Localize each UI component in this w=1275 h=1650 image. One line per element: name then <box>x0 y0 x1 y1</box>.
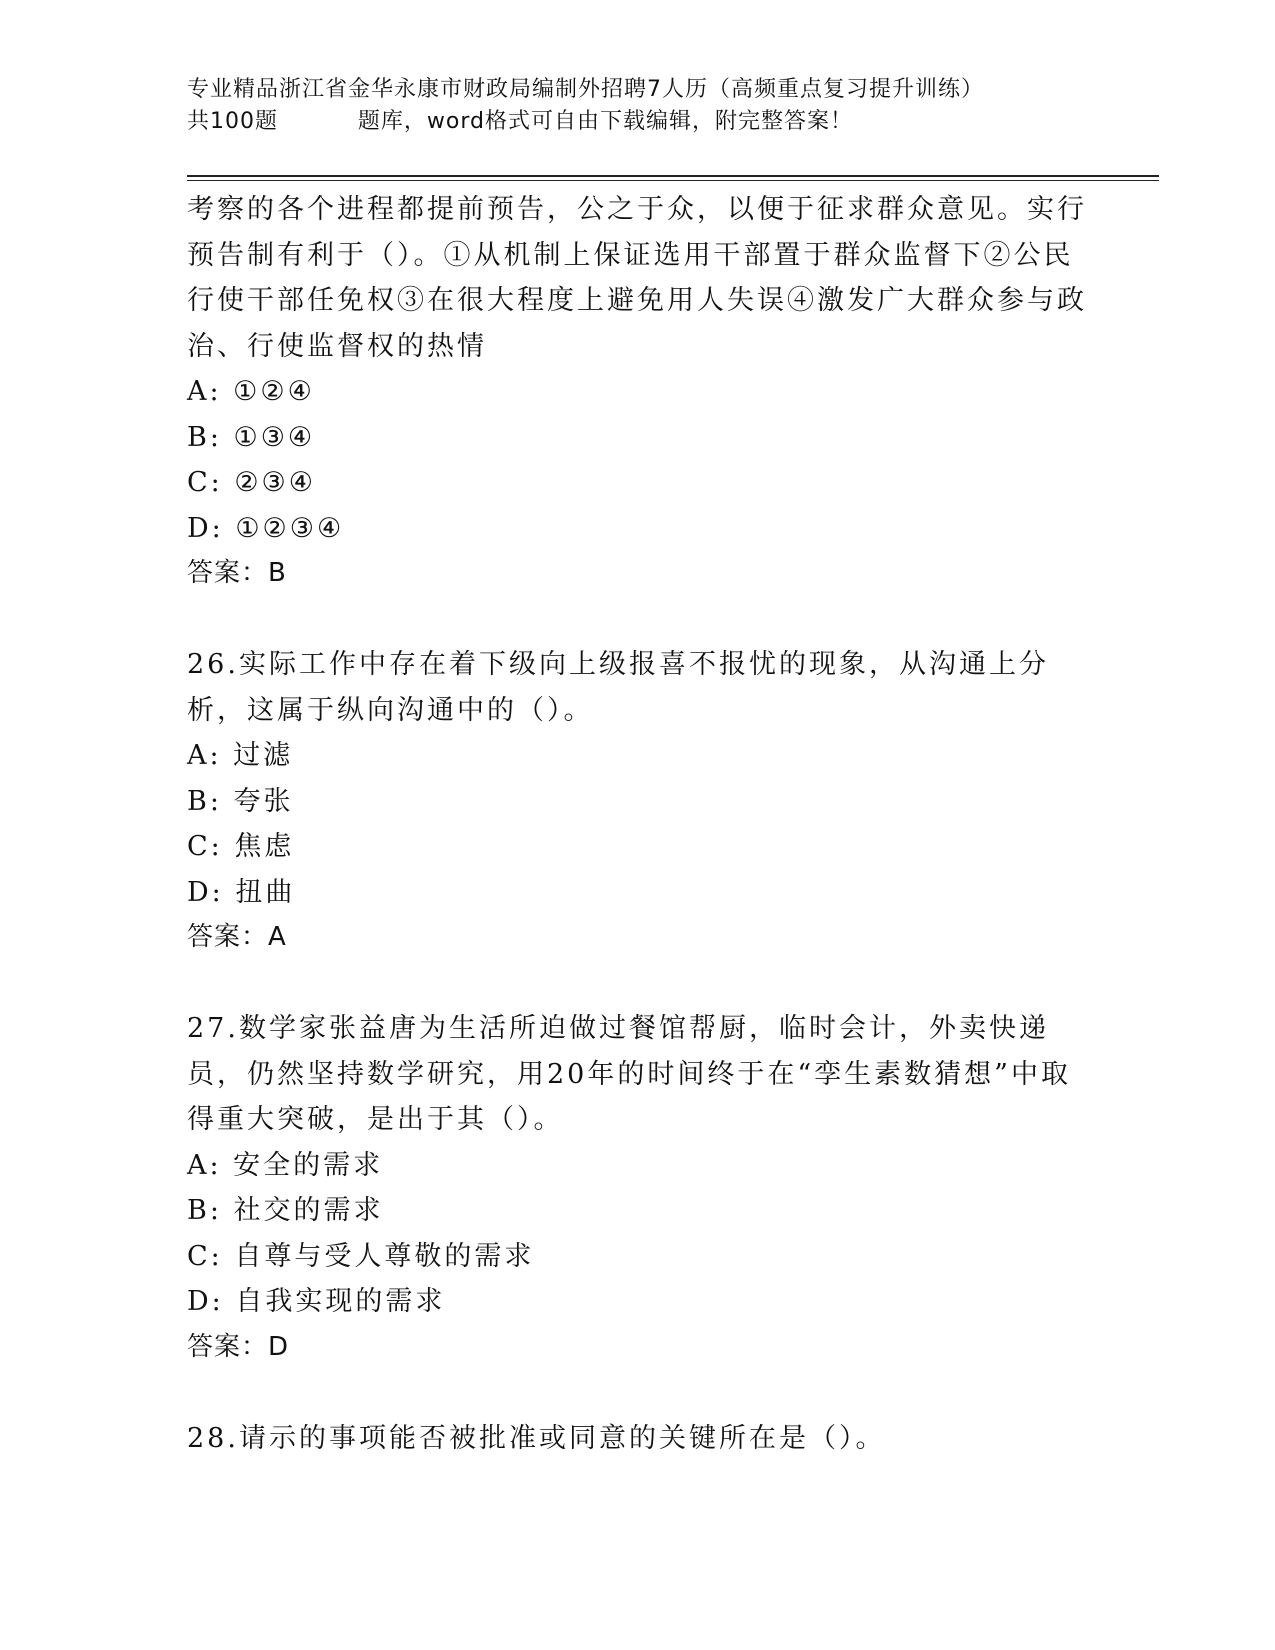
question-28-text: 28.请示的事项能否被批准或同意的关键所在是（）。 <box>187 1422 886 1454</box>
question-content <box>187 187 1087 1461</box>
question-27-option-a: A: 安全的需求 <box>187 1149 384 1181</box>
question-26-text: 26.实际工作中存在着下级向上级报喜不报忧的现象，从沟通上分析，这属于纵向沟通中的（）。 <box>187 649 1049 726</box>
question-27 <box>187 1006 1087 1370</box>
spacer <box>187 597 1087 643</box>
question-26 <box>187 642 1087 961</box>
question-27-option-b: B: 社交的需求 <box>187 1195 384 1226</box>
spacer <box>187 961 1087 1007</box>
question-25-option-d: D: ①②③④ <box>187 512 345 544</box>
header-title-line-1: 专业精品浙江省金华永康市财政局编制外招聘7人历（高频重点复习提升训练） <box>187 77 984 102</box>
question-25-option-b: B: ①③④ <box>187 421 316 453</box>
page-header <box>187 74 1167 138</box>
question-25 <box>187 187 1087 597</box>
header-divider-thick <box>187 175 1159 177</box>
question-26-answer: 答案：A <box>187 922 287 952</box>
question-28 <box>187 1416 1087 1462</box>
question-26-option-b: B: 夸张 <box>187 785 294 817</box>
spacer <box>187 1370 1087 1416</box>
question-26-option-d: D: 扭曲 <box>187 876 296 908</box>
question-26-option-c: C: 焦虑 <box>187 831 295 862</box>
header-title-line-2: 共100题 题库，word格式可自由下载编辑，附完整答案！ <box>187 109 854 134</box>
question-27-option-c: C: 自尊与受人尊敬的需求 <box>187 1240 535 1272</box>
question-25-option-a: A: ①②④ <box>187 376 315 407</box>
question-26-option-a: A: 过滤 <box>187 740 294 771</box>
question-25-text: 考察的各个进程都提前预告，公之于众，以便于征求群众意见。实行预告制有利于（）。①从机制上保证选用干部置于群众监督下②公民行使干部任免权③在很大程度上避免用人失误④激发广大群众参与政治、行使监督权的热情 <box>187 194 1087 362</box>
question-27-answer: 答案：D <box>187 1331 290 1362</box>
question-27-option-d: D: 自我实现的需求 <box>187 1286 446 1317</box>
question-27-text: 27.数学家张益唐为生活所迫做过餐馆帮厨，临时会计，外卖快递员，仍然坚持数学研究，用20年的时间终于在“孪生素数猜想”中取得重大突破，是出于其（）。 <box>187 1013 1071 1135</box>
question-25-option-c: C: ②③④ <box>187 467 316 498</box>
header-divider-thin <box>187 180 1159 181</box>
question-25-answer: 答案：B <box>187 558 287 588</box>
